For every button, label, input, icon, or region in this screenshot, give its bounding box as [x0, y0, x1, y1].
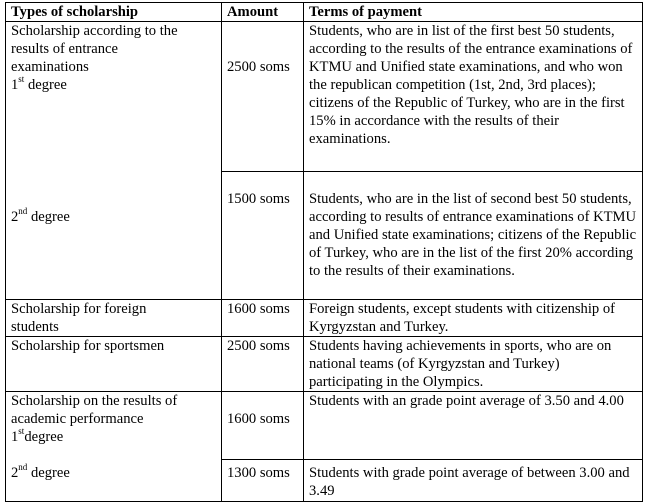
header-amount: Amount	[222, 3, 304, 22]
type-line: Scholarship according to the	[11, 23, 178, 39]
type-cell	[6, 22, 222, 172]
degree-label: 1st degree	[11, 74, 67, 93]
scholarship-table	[5, 2, 643, 502]
header-terms: Terms of payment	[304, 3, 643, 22]
amount-cell: 1600 soms	[222, 392, 304, 460]
amount-cell: 1500 soms	[222, 172, 304, 300]
amount-cell: 1600 soms	[222, 300, 304, 337]
type-line: results of entrance	[11, 41, 118, 57]
type-line: Scholarship on the results of	[11, 393, 178, 409]
type-line: examinations	[11, 59, 89, 75]
table-header-row	[6, 3, 643, 22]
terms-cell: Students with grade point average of between 3.00 and 3.49	[304, 460, 643, 502]
table-row	[6, 22, 643, 172]
type-line: academic performance	[11, 411, 144, 427]
terms-cell: Students, who are in list of the first best 50 students, according to the results of the entrance examinations of KTMU and Unified state examinations, and who won the republican competition (1st, 2nd, 3rd places); citizens of the Republic of Turkey, who are in the first 15% in accordance with the results of their examinations.	[304, 22, 643, 172]
type-line: students	[11, 319, 59, 335]
type-cell	[6, 337, 222, 392]
header-type: Types of scholarship	[6, 3, 222, 22]
table-row	[6, 392, 643, 460]
amount-cell: 2500 soms	[222, 22, 304, 172]
terms-cell: Students with an grade point average of 3.50 and 4.00	[304, 392, 643, 460]
terms-cell: Foreign students, except students with citizenship of Kyrgyzstan and Turkey.	[304, 300, 643, 337]
terms-cell: Students having achievements in sports, who are on national teams (of Kyrgyzstan and Turkey) participating in the Olympics.	[304, 337, 643, 392]
type-cell	[6, 392, 222, 460]
type-line: Scholarship for sportsmen	[11, 338, 165, 354]
table-row	[6, 337, 643, 392]
amount-cell: 2500 soms	[222, 337, 304, 392]
degree-label: 1stdegree	[11, 426, 64, 445]
type-cell	[6, 460, 222, 502]
type-cell	[6, 172, 222, 300]
degree-label: 2nd degree	[11, 205, 70, 225]
degree-label: 2nd degree	[11, 461, 70, 481]
type-line: Scholarship for foreign	[11, 301, 147, 317]
amount-cell: 1300 soms	[222, 460, 304, 502]
table-row	[6, 460, 643, 502]
type-cell	[6, 300, 222, 337]
terms-cell: Students, who are in the list of second best 50 students, according to results of entrance examinations of KTMU and Unified state examinations; citizens of the Republic of Turkey, who are in the list of the first 20% according to the results of their examinations.	[304, 172, 643, 300]
table-row	[6, 172, 643, 300]
table-row	[6, 300, 643, 337]
